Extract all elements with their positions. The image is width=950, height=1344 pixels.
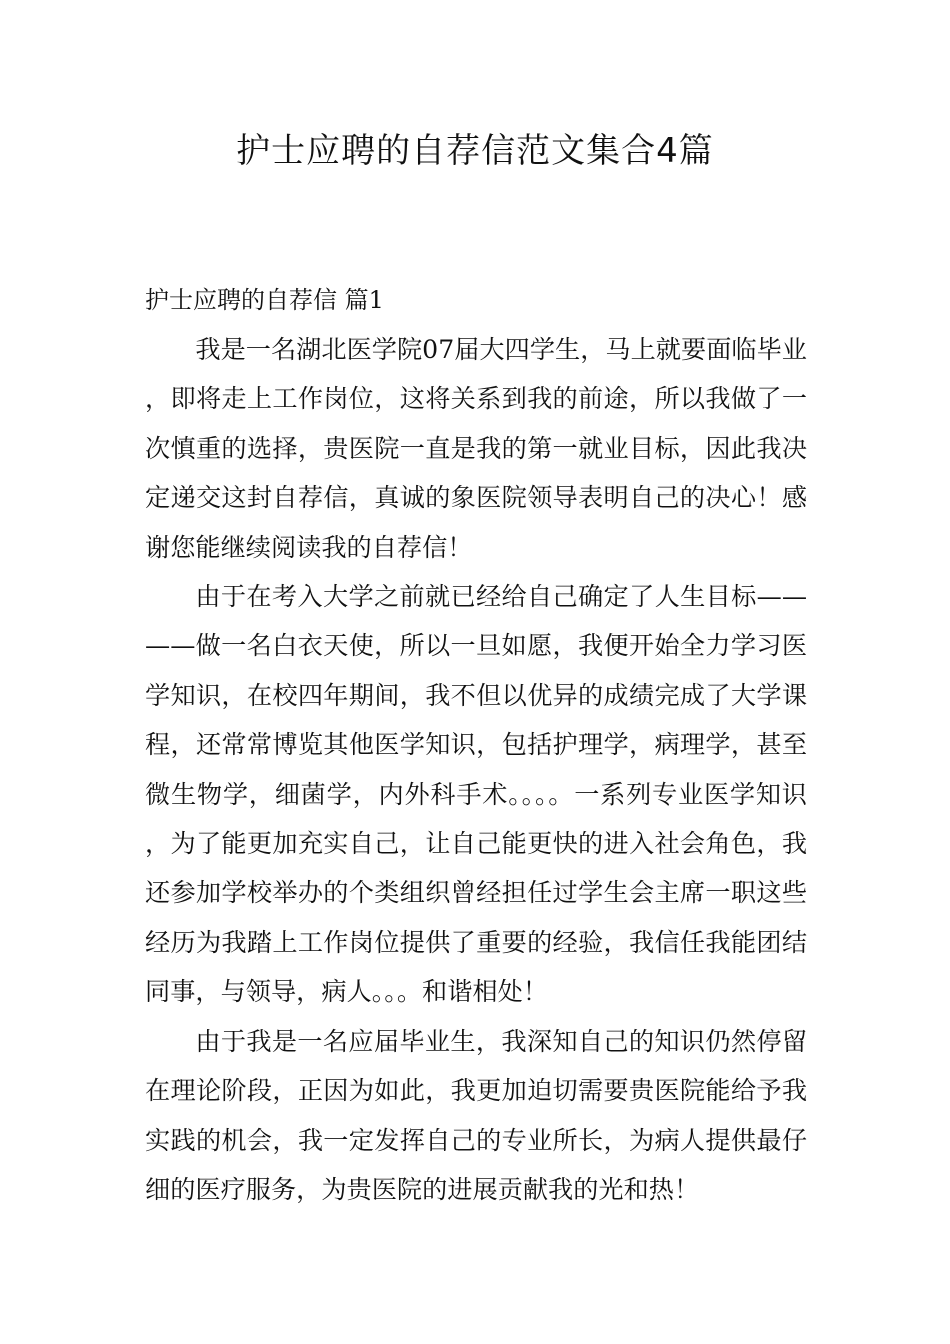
body-paragraph-3: 由于我是一名应届毕业生，我深知自己的知识仍然停留在理论阶段，正因为如此，我更加迫切需要贵医院能给予我实践的机会，我一定发挥自己的专业所长，为病人提供最仔细的医疗服务，为贵医院的进展贡献我的光和热！ (145, 1026, 807, 1204)
document-title: 护士应聘的自荐信范文集合4篇 (236, 131, 714, 171)
document-body (145, 325, 807, 1214)
section-heading: 护士应聘的自荐信 篇1 (145, 286, 384, 314)
body-paragraph-1: 我是一名湖北医学院07届大四学生，马上就要面临毕业，即将走上工作岗位，这将关系到我的前途，所以我做了一次慎重的选择，贵医院一直是我的第一就业目标，因此我决定递交这封自荐信，真诚的象医院领导表明自己的决心！感谢您能继续阅读我的自荐信！ (145, 335, 807, 562)
body-paragraph-2: 由于在考入大学之前就已经给自己确定了人生目标————做一名白衣天使，所以一旦如愿，我便开始全力学习医学知识，在校四年期间，我不但以优异的成绩完成了大学课程，还常常博览其他医学知识，包括护理学，病理学，甚至微生物学，细菌学，内外科手术。。。。一系列专业医学知识，为了能更加充实自己，让自己能更快的进入社会角色，我还参加学校举办的个类组织曾经担任过学生会主席一职这些经历为我踏上工作岗位提供了重要的经验，我信任我能团结同事，与领导，病人。。。和谐相处！ (145, 582, 807, 1007)
